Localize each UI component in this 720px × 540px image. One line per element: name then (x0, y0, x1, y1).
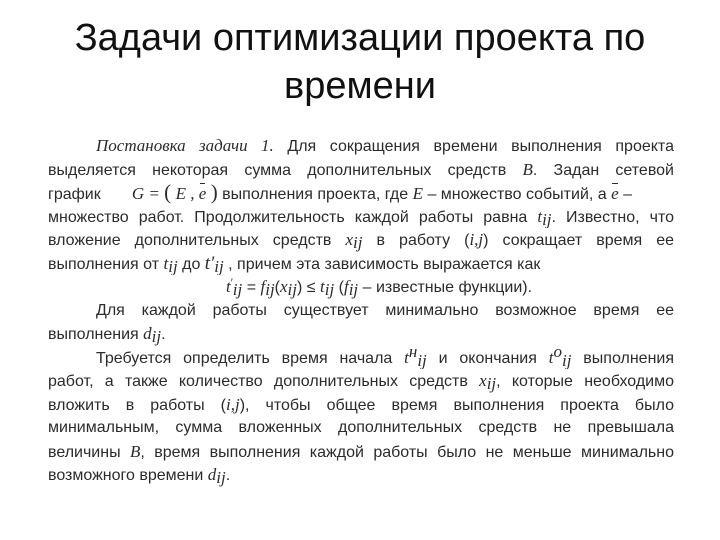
vector-e: e (199, 182, 207, 205)
vector-e: e (611, 182, 619, 205)
text-line: Требуется определить время начала $t^н_{ij}$ и окончания $t^о_{ij}$ выполнения (96, 345, 674, 369)
text-line: Постановка задачи 1. Для сокращения времени выполнения проекта (96, 136, 674, 155)
text-line: величины B, время выполнения каждой работы было не меньше минимально (48, 441, 674, 461)
text-line: выполнения от $t_{ij}$ до $t'_{ij}$ , причем эта зависимость выражается как (48, 252, 541, 275)
text-line: работ, а также количество дополнительных средств $x_{ij}$, которые необходимо (48, 371, 674, 393)
title-line-1: Задачи оптимизации проекта по (74, 17, 646, 59)
text-line: Для каждой работы существует минимально возможное время ее (96, 301, 674, 319)
problem-heading: Постановка задачи 1. (96, 136, 274, 155)
text-line: вложить в работы (i,j), чтобы общее время выполнения проекта было (48, 394, 674, 414)
text-line: минимальным, сумма вложенных дополнительных средств не превышала (48, 419, 674, 436)
text-line: множество работ. Продолжительность каждой работы равна $t_{ij}$. Известно, что (48, 206, 674, 228)
formula: $t'_{ij} = f_{ij}(x_{ij}) \le t_{ij}$ ($f_{ij}$ – известные функции). (226, 277, 533, 299)
text-line: выполнения $d_{ij}$. (48, 324, 166, 346)
text-line: возможного времени $d_{ij}$. (48, 465, 231, 487)
problem-text (48, 134, 674, 487)
text-line: выделяется некоторая сумма дополнительных средств B. Задан сетевой (48, 159, 674, 179)
slide-title (0, 14, 720, 110)
title-line-2: времени (284, 65, 436, 107)
text-line: график G = ( E , e ) выполнения проекта, где E – множество событий, а e – (48, 181, 633, 204)
text-line: вложение дополнительных средств $x_{ij}$ в работу (i,j) сокращает время ее (48, 230, 674, 252)
